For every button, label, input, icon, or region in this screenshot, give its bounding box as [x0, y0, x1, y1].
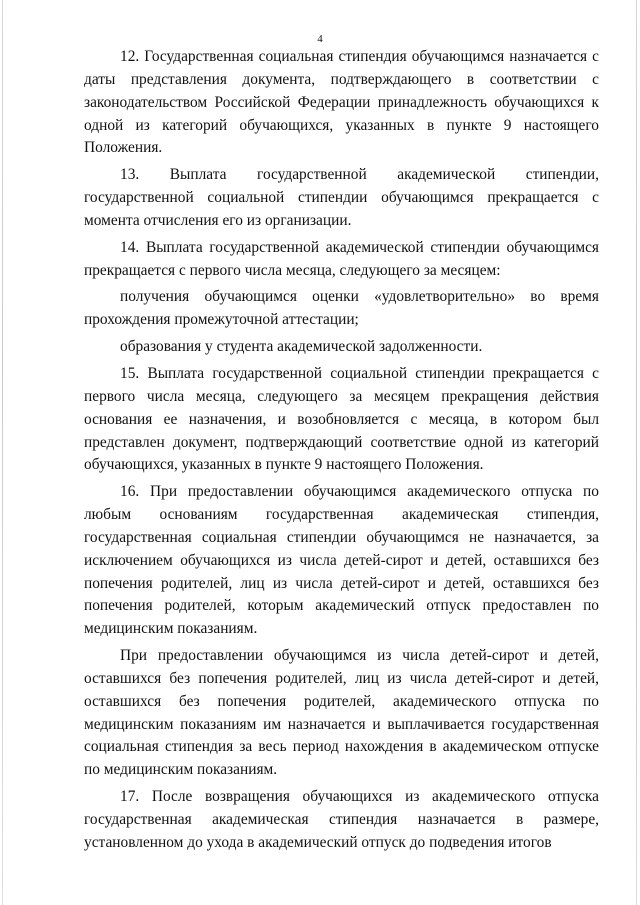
- document-body: [84, 46, 599, 855]
- page-number: 4: [317, 33, 323, 45]
- paragraph-13: 13. Выплата государственной академической стипендии, государственной социальной стипендии обучающимся прекращается с момента отчисления его из организации.: [84, 166, 599, 229]
- scan-edge-right: [636, 0, 637, 905]
- paragraph-14-item-1: получения обучающимся оценки «удовлетворительно» во время прохождения промежуточной аттестации;: [84, 288, 599, 329]
- paragraph-16-continuation: При предоставлении обучающимся из числа детей-сирот и детей, оставшихся без попечения родителей, лиц из числа детей-сирот и детей, оставшихся без попечения родителей, академического отпуска по медицинским показаниям им назначается и выплачивается государственная социальная стипендия за весь период нахождения в академическом отпуске по медицинским показаниям.: [84, 647, 599, 779]
- paragraph-14: 14. Выплата государственной академической стипендии обучающимся прекращается с первого числа месяца, следующего за месяцем:: [84, 238, 599, 279]
- paragraph-17: 17. После возвращения обучающихся из академического отпуска государственная академическая стипендия назначается в размере, установленном до ухода в академический отпуск до подведения итогов: [84, 788, 599, 851]
- paragraph-12: 12. Государственная социальная стипендия обучающимся назначается с даты представления документа, подтверждающего в соответствии с законодательством Российской Федерации принадлежность обучающихся к одной из категорий обучающихся, указанных в пункте 9 настоящего Положения.: [84, 48, 599, 157]
- paragraph-15: 15. Выплата государственной социальной стипендии прекращается с первого числа месяца, следующего за месяцем прекращения действия основания ее назначения, и возобновляется с месяца, в котором был представлен документ, подтверждающий соответствие одной из категорий обучающихся, указанных в пункте 9 настоящего Положения.: [84, 364, 599, 474]
- paragraph-16: 16. При предоставлении обучающимся академического отпуска по любым основаниям государственная академическая стипендия, государственная социальная стипендии обучающимся не назначается, за исключением обучающихся из числа детей-сирот и детей, оставшихся без попечения родителей, лиц из числа детей-сирот и детей, оставшихся без попечения родителей, которым академический отпуск предоставлен по медицинским показаниям.: [84, 483, 599, 638]
- scan-edge-left: [2, 0, 3, 905]
- paragraph-14-item-2: образования у студента академической задолженности.: [120, 338, 483, 356]
